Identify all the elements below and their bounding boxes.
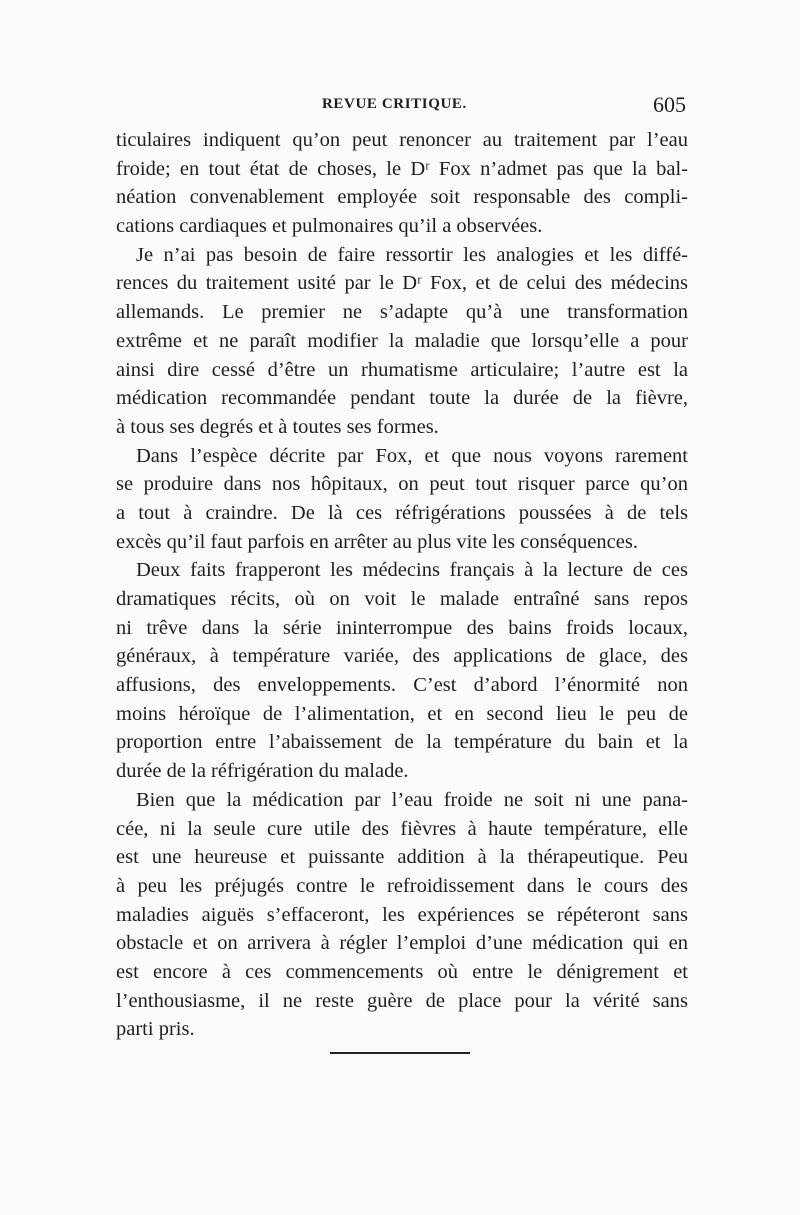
- text-line: à tous ses degrés et à toutes ses formes.: [116, 415, 439, 438]
- text-line: maladies aiguës s’effaceront, les expériences se répéteront sans: [116, 903, 688, 926]
- text-line: néation convenablement employée soit responsable des compli-: [116, 186, 688, 209]
- text-line: proportion entre l’abaissement de la température du bain et la: [116, 731, 688, 754]
- text-line: dramatiques récits, où on voit le malade entraîné sans repos: [116, 588, 688, 610]
- text-line: Bien que la médication par l’eau froide ne soit ni une pana-: [136, 788, 688, 811]
- text-line: extrême et ne paraît modifier la maladie que lorsqu’elle a pour: [116, 329, 688, 352]
- running-title: REVUE CRITIQUE.: [322, 96, 467, 112]
- end-rule: [330, 1052, 470, 1054]
- text-line: cée, ni la seule cure utile des fièvres à haute température, elle: [116, 817, 688, 840]
- text-line: affusions, des enveloppements. C’est d’abord l’énormité non: [116, 674, 688, 697]
- text-line: parti pris.: [116, 1018, 195, 1041]
- text-line: moins héroïque de l’alimentation, et en second lieu le peu de: [116, 702, 688, 725]
- text-line: durée de la réfrigération du malade.: [116, 760, 409, 783]
- body-text: [116, 126, 688, 1044]
- text-line: ticulaires indiquent qu’on peut renoncer au traitement par l’eau: [116, 129, 688, 151]
- text-line: se produire dans nos hôpitaux, on peut tout risquer parce qu’on: [116, 473, 688, 496]
- text-line: est encore à ces commencements où entre le dénigrement et: [116, 960, 688, 983]
- text-line: l’enthousiasme, il ne reste guère de place pour la vérité sans: [116, 989, 688, 1012]
- text-line: ainsi dire cessé d’être un rhumatisme articulaire; l’autre est la: [116, 358, 688, 381]
- text-line: cations cardiaques et pulmonaires qu’il a observées.: [116, 215, 543, 238]
- text-line: médication recommandée pendant toute la durée de la fièvre,: [116, 387, 688, 410]
- text-line: a tout à craindre. De là ces réfrigérations poussées à de tels: [116, 501, 688, 524]
- text-line: rences du traitement usité par le Dʳ Fox, et de celui des médecins: [116, 272, 688, 295]
- page-number: 605: [653, 92, 686, 117]
- text-line: Dans l’espèce décrite par Fox, et que nous voyons rarement: [136, 444, 688, 467]
- text-line: allemands. Le premier ne s’adapte qu’à une transformation: [116, 301, 688, 324]
- text-line: Je n’ai pas besoin de faire ressortir les analogies et les diffé-: [136, 243, 688, 266]
- page-header: [116, 92, 686, 126]
- text-line: excès qu’il faut parfois en arrêter au plus vite les conséquences.: [116, 530, 638, 553]
- text-line: Deux faits frapperont les médecins français à la lecture de ces: [136, 559, 688, 582]
- text-line: généraux, à température variée, des applications de glace, des: [116, 645, 688, 668]
- text-line: est une heureuse et puissante addition à la thérapeutique. Peu: [116, 846, 688, 869]
- text-line: froide; en tout état de choses, le Dʳ Fox n’admet pas que la bal-: [116, 157, 688, 180]
- text-line: à peu les préjugés contre le refroidissement dans le cours des: [116, 874, 688, 897]
- text-line: obstacle et on arrivera à régler l’emploi d’une médication qui en: [116, 932, 688, 955]
- text-line: ni trêve dans la série ininterrompue des bains froids locaux,: [116, 616, 688, 639]
